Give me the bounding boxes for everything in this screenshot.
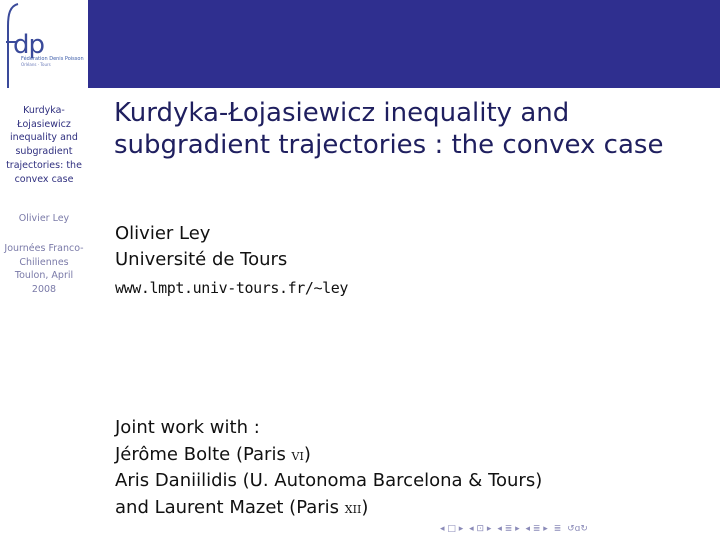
coauthor-bolte: Jérôme Bolte (Paris vi) xyxy=(115,443,311,465)
nav-section-prev-icon[interactable]: ◂ ≣ ▸ xyxy=(497,524,520,534)
nav-align-icon[interactable]: ≣ xyxy=(553,524,562,534)
beamer-navigation xyxy=(440,522,715,536)
sidebar-institute[interactable]: Journées Franco-Chiliennes Toulon, April 2008 xyxy=(4,243,84,296)
joint-work xyxy=(115,415,542,521)
author-name: Olivier Ley xyxy=(115,223,211,244)
logo-subtitle: Fédération Denis Poisson xyxy=(21,56,84,62)
homepage-url[interactable]: www.lmpt.univ-tours.fr/∼ley xyxy=(115,279,349,297)
joint-intro: Joint work with : xyxy=(115,417,260,438)
logo-letters: dp xyxy=(13,30,45,60)
fdp-logo xyxy=(0,0,88,88)
sidebar-title[interactable]: Kurdyka-Łojasiewicz inequality and subgradient trajectories: the convex case xyxy=(6,105,82,185)
university: Université de Tours xyxy=(115,249,288,270)
title-line-1: Kurdyka-Łojasiewicz inequality and xyxy=(114,98,570,128)
nav-subsection-icon[interactable]: ◂ ⊡ ▸ xyxy=(469,524,492,534)
nav-section-next-icon[interactable]: ◂ ≣ ▸ xyxy=(525,524,548,534)
title-line-2: subgradient trajectories : the convex case xyxy=(114,130,664,160)
slide-title xyxy=(114,97,714,161)
coauthor-mazet: and Laurent Mazet (Paris xii) xyxy=(115,496,369,518)
nav-search-icon[interactable]: ↺ɑ↻ xyxy=(567,524,588,534)
coauthor-daniilidis: Aris Daniilidis (U. Autonoma Barcelona & Tours) xyxy=(115,470,543,491)
sidebar-author[interactable]: Olivier Ley xyxy=(18,213,70,224)
sidebar xyxy=(0,88,88,541)
nav-frame-icon[interactable]: ◂ □ ▸ xyxy=(440,524,464,534)
header-band xyxy=(88,0,720,88)
logo-subtitle-2: Orléans · Tours xyxy=(21,62,51,67)
